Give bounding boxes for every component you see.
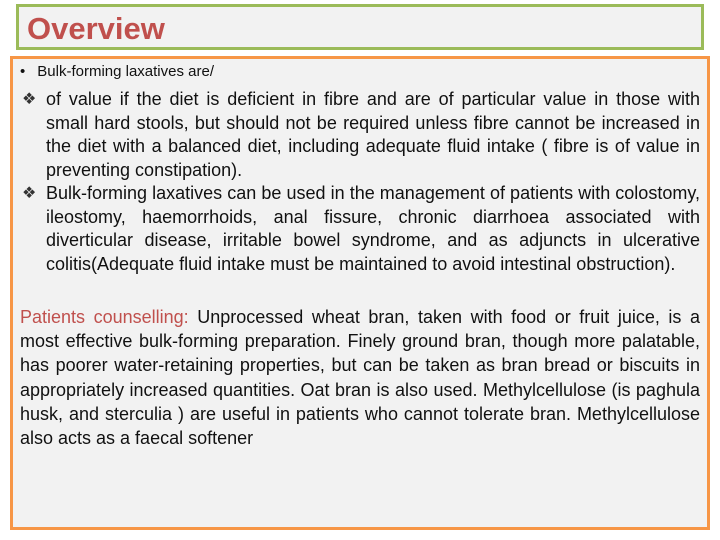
counselling-label: Patients counselling: [20,307,189,327]
item-list [22,88,700,276]
intro-bullet-row [20,62,214,82]
counselling-paragraph [20,305,700,450]
list-item [22,88,700,182]
list-item-text: Bulk-forming laxatives can be used in the management of patients with colostomy, ileostomy, haemorrhoids, anal fissure, chronic diarrhoea associated with diverticular disease, irritable bowel syndrome, and as adjuncts in ulcerative colitis(Adequate fluid intake must be maintained to avoid intestinal obstruction). [46,183,700,274]
slide-title: Overview [27,11,165,46]
counselling-text: Unprocessed wheat bran, taken with food or fruit juice, is a most effective bulk-forming preparation. Finely ground bran, though more palatable, has poorer water-retaining properties, but can be taken as bran bread or biscuits in appropriately increased quantities. Oat bran is also used. Methylcellulose (is paghula husk, and sterculia ) are useful in patients who cannot tolerate bran. Methylcellulose also acts as a faecal softener [20,307,700,449]
diamond-bullet-icon: ❖ [22,185,37,202]
bullet-dot: • [20,63,26,80]
diamond-bullet-icon: ❖ [22,91,37,108]
list-item-text: of value if the diet is deficient in fibre and are of particular value in those with small hard stools, but should not be required unless fibre cannot be increased in the diet with a balanced diet, including adequate fluid intake ( fibre is of value in preventing constipation). [46,89,700,180]
intro-text: Bulk-forming laxatives are/ [37,63,214,80]
title-box [16,4,704,50]
list-item [22,182,700,276]
